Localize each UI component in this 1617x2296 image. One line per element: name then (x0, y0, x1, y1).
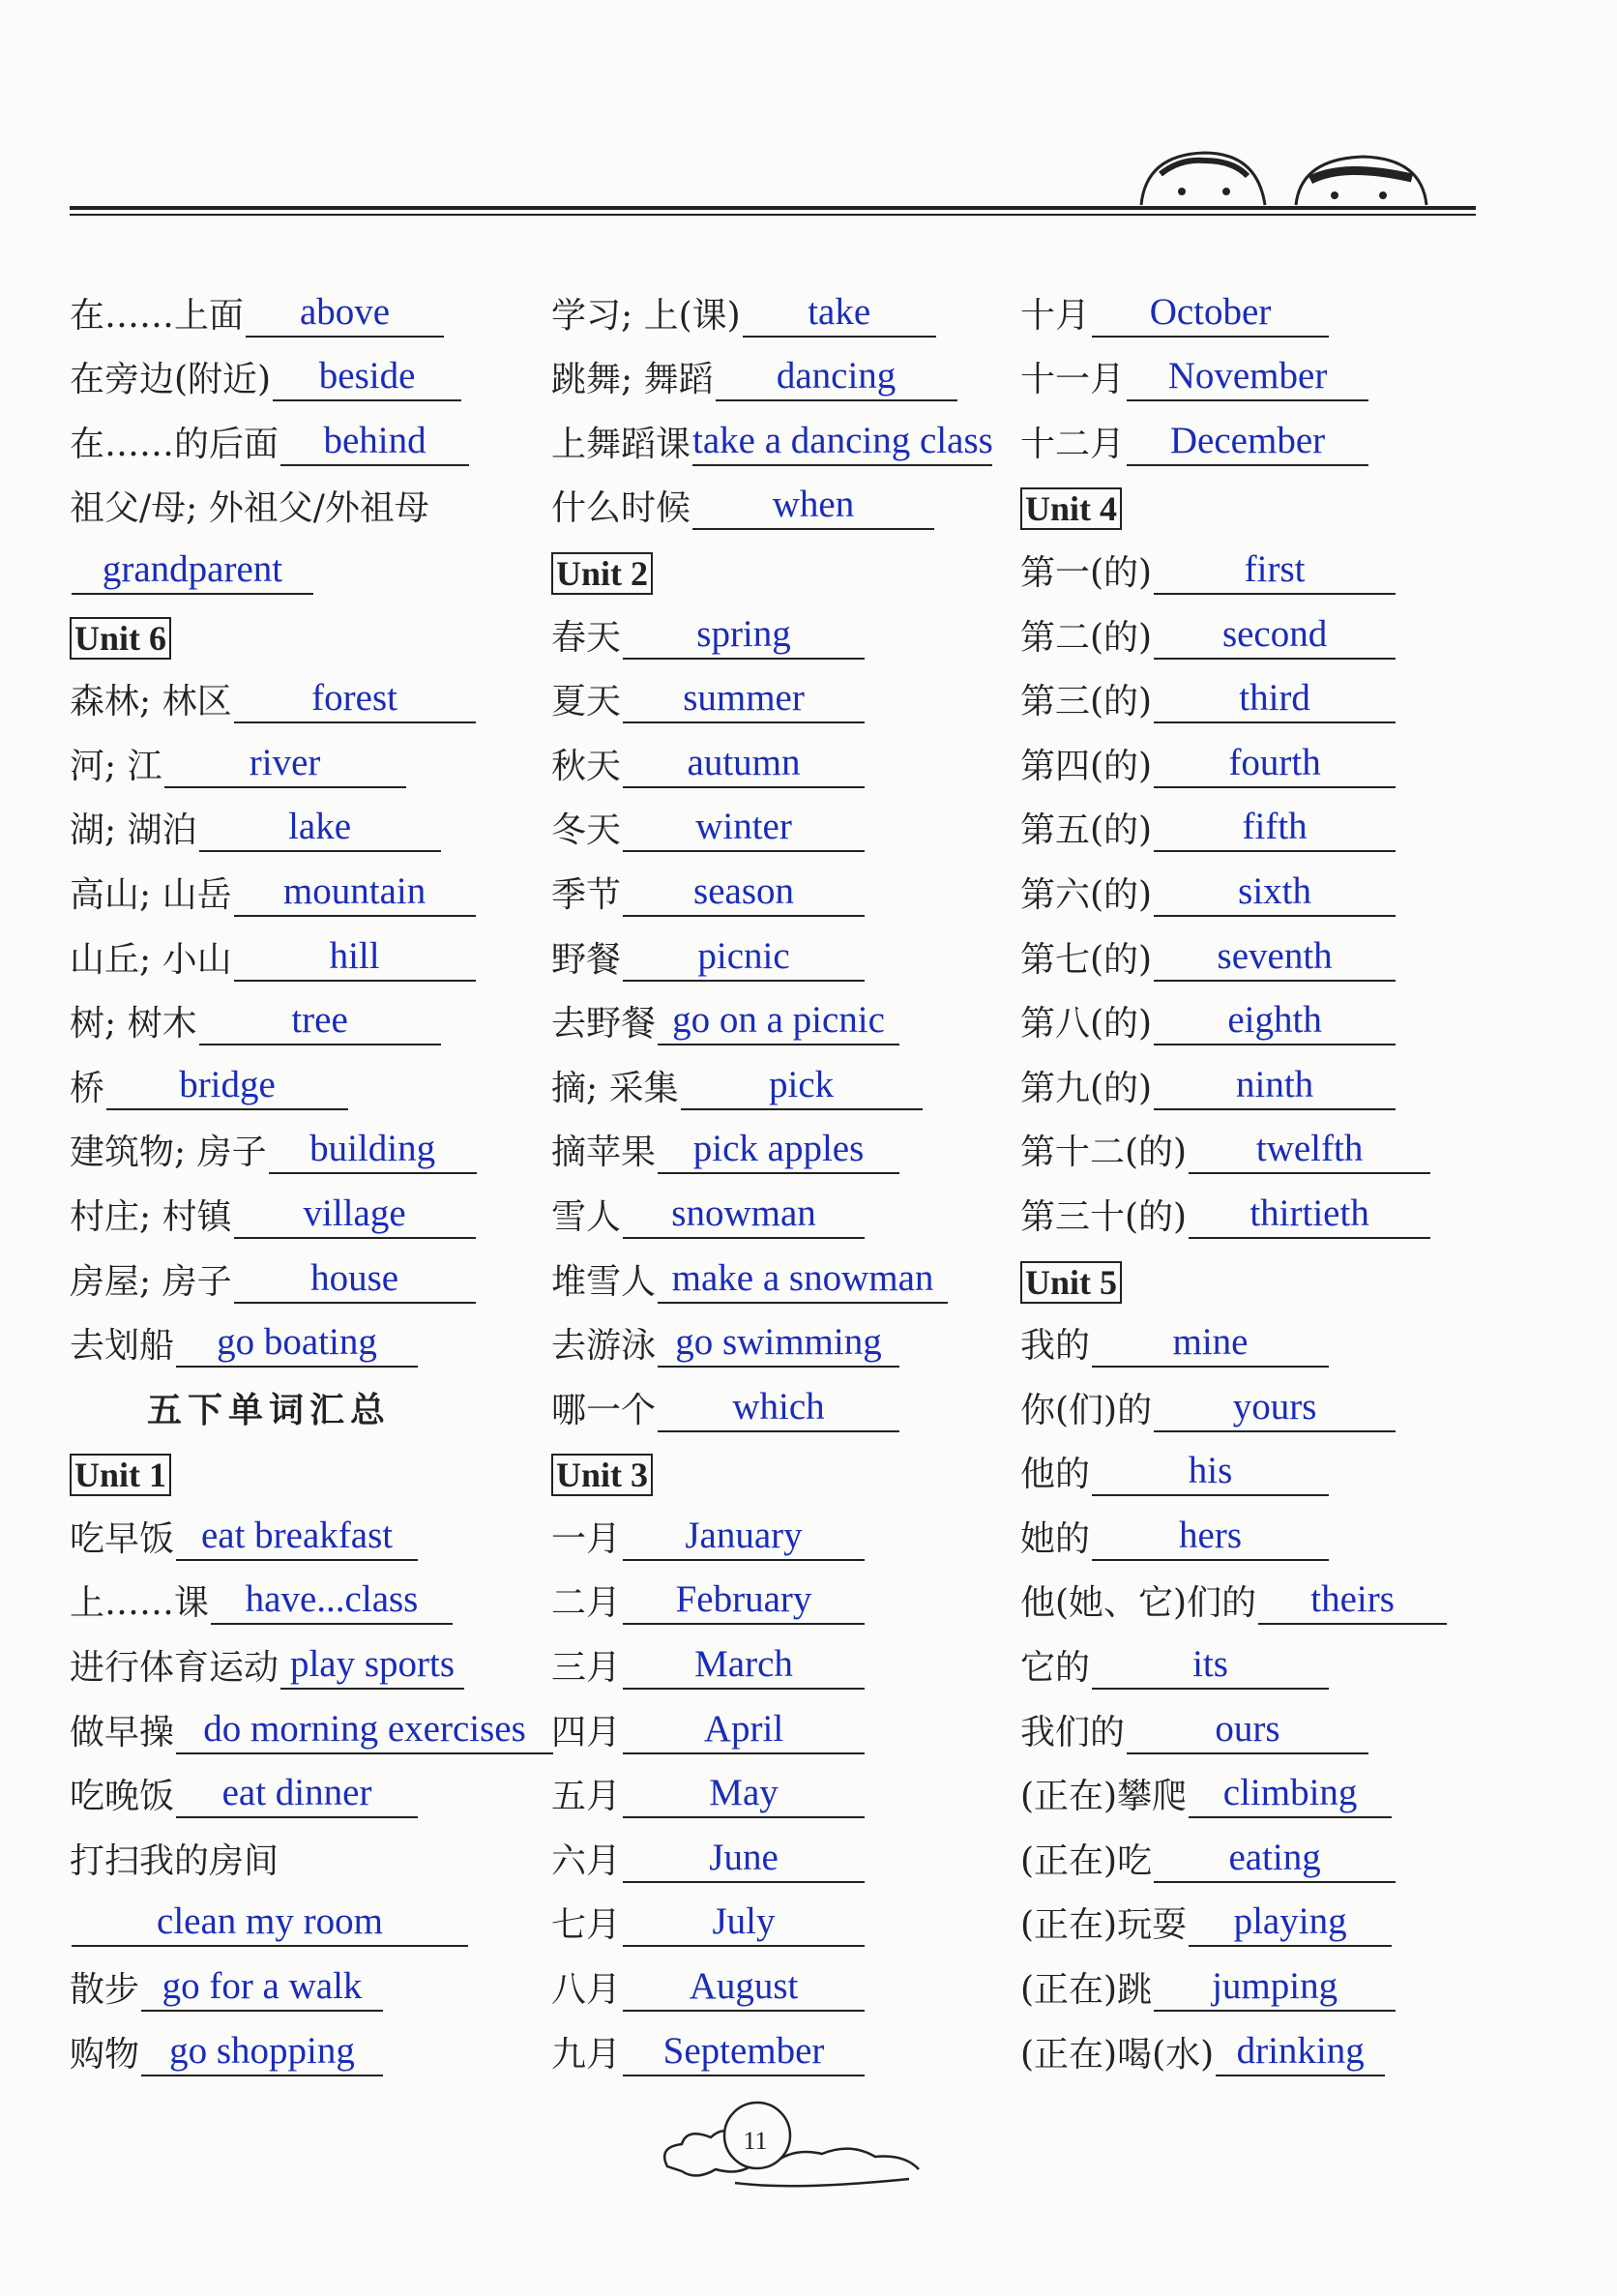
chinese-prompt: 他的 (1020, 1455, 1091, 1495)
chinese-prompt: (正在)跳 (1020, 1970, 1153, 2011)
vocab-row (70, 1561, 553, 1626)
english-answer: his (1092, 1448, 1329, 1496)
chinese-prompt: 春天 (551, 617, 622, 658)
english-answer: bridge (106, 1062, 348, 1110)
chinese-prompt: 去划船 (70, 1326, 175, 1367)
english-answer: forest (234, 675, 476, 723)
vocab-row (1020, 982, 1504, 1046)
vocab-row (1020, 660, 1504, 724)
column-left (70, 273, 553, 2076)
vocab-row (551, 1496, 1015, 1561)
vocab-row (1020, 1561, 1504, 1626)
vocab-row (1020, 723, 1504, 788)
chinese-prompt: 山丘; 小山 (70, 939, 232, 980)
english-answer: playing (1189, 1899, 1392, 1947)
chinese-prompt: 他(她、它)们的 (1020, 1583, 1257, 1624)
chinese-prompt: 上舞蹈课 (551, 424, 691, 464)
english-answer: which (658, 1384, 899, 1432)
english-answer: when (692, 482, 934, 530)
english-answer: climbing (1189, 1770, 1392, 1818)
english-answer: eat dinner (176, 1770, 418, 1818)
english-answer: go shopping (141, 2028, 383, 2076)
vocab-row (1020, 1239, 1504, 1304)
chinese-prompt: 冬天 (551, 810, 622, 851)
english-answer: January (623, 1513, 865, 1561)
english-answer: December (1127, 418, 1368, 466)
chinese-prompt: 它的 (1020, 1648, 1091, 1689)
english-answer: May (623, 1770, 865, 1818)
english-answer: winter (623, 804, 865, 852)
vocab-row (1020, 273, 1504, 338)
vocab-row (551, 595, 1015, 660)
english-answer: hill (234, 933, 476, 982)
chinese-prompt: 房屋; 房子 (70, 1261, 232, 1302)
chinese-prompt: 第三(的) (1020, 682, 1153, 722)
vocab-row (70, 401, 553, 466)
chinese-prompt: 去游泳 (551, 1326, 657, 1367)
vocab-row (70, 1690, 553, 1754)
chinese-prompt: 在……的后面 (70, 424, 279, 464)
english-answer: go boating (176, 1319, 418, 1368)
vocab-row (1020, 1818, 1504, 1883)
vocab-row (1020, 1304, 1504, 1369)
english-answer: mountain (234, 868, 476, 917)
vocab-row (70, 852, 553, 917)
unit-label: Unit 6 (70, 617, 171, 660)
chinese-prompt: 十二月 (1020, 424, 1126, 464)
english-answer: second (1154, 611, 1396, 660)
chinese-prompt: 第五(的) (1020, 810, 1153, 851)
unit-label: Unit 4 (1020, 487, 1122, 530)
vocab-row (70, 1818, 553, 1883)
vocab-row (551, 1818, 1015, 1883)
chinese-prompt: 堆雪人 (551, 1261, 657, 1302)
chinese-prompt: 六月 (551, 1840, 622, 1881)
english-answer: hers (1092, 1513, 1329, 1561)
chinese-prompt: 树; 树木 (70, 1004, 197, 1045)
vocab-row (551, 1304, 1015, 1369)
vocab-row (1020, 852, 1504, 917)
vocab-row (70, 660, 553, 724)
english-answer: go on a picnic (658, 997, 899, 1045)
unit-label: Unit 5 (1020, 1261, 1122, 1304)
vocab-row (551, 530, 1015, 595)
english-answer: yours (1154, 1384, 1396, 1432)
chinese-prompt: 我的 (1020, 1326, 1091, 1367)
chinese-prompt: 建筑物; 房子 (70, 1133, 267, 1173)
english-answer: July (623, 1899, 865, 1947)
english-answer: go for a walk (141, 1963, 383, 2012)
chinese-prompt: 第九(的) (1020, 1068, 1153, 1108)
vocab-row (70, 1432, 553, 1497)
english-answer: June (623, 1835, 865, 1883)
english-answer: seventh (1154, 933, 1396, 982)
vocab-row (551, 2012, 1015, 2076)
english-answer: eighth (1154, 997, 1396, 1045)
chinese-prompt: 夏天 (551, 682, 622, 722)
chinese-prompt: 秋天 (551, 746, 622, 786)
vocab-row (551, 1045, 1015, 1110)
english-answer: take a dancing class (692, 418, 992, 466)
english-answer: summer (623, 675, 865, 723)
vocab-row (70, 1368, 553, 1432)
english-answer: eat breakfast (176, 1513, 418, 1561)
chinese-prompt: 一月 (551, 1518, 622, 1559)
chinese-prompt: 吃早饭 (70, 1518, 175, 1559)
chinese-prompt: 第二(的) (1020, 617, 1153, 658)
english-answer: jumping (1154, 1963, 1396, 2012)
chinese-prompt: 什么时候 (551, 488, 691, 529)
english-answer: eating (1154, 1835, 1396, 1883)
english-answer: first (1154, 546, 1396, 595)
chinese-prompt: 吃晚饭 (70, 1777, 175, 1817)
vocab-row (70, 466, 553, 531)
chinese-prompt: 学习; 上(课) (551, 295, 741, 336)
english-answer: spring (623, 611, 865, 660)
vocab-row (551, 1690, 1015, 1754)
vocab-row (551, 723, 1015, 788)
chinese-prompt: 祖父/母; 外祖父/外祖母 (70, 488, 429, 529)
chinese-prompt: 第十二(的) (1020, 1133, 1188, 1173)
english-answer: go swimming (658, 1319, 899, 1368)
chinese-prompt: 第八(的) (1020, 1004, 1153, 1045)
vocab-row (70, 982, 553, 1046)
vocab-row (1020, 2012, 1504, 2076)
vocab-row (1020, 530, 1504, 595)
vocab-row (551, 1625, 1015, 1690)
english-answer: third (1154, 675, 1396, 723)
vocab-row (70, 1110, 553, 1175)
english-answer: ours (1127, 1706, 1368, 1754)
english-answer: building (269, 1126, 477, 1174)
chinese-prompt: 第一(的) (1020, 552, 1153, 593)
vocab-row (551, 1883, 1015, 1948)
vocab-row (551, 660, 1015, 724)
vocab-row (551, 788, 1015, 853)
chinese-prompt: 上……课 (70, 1583, 210, 1624)
english-answer: snowman (623, 1191, 865, 1239)
column-right (1020, 273, 1504, 2076)
chinese-prompt: 高山; 山岳 (70, 874, 232, 915)
vocab-row (70, 1045, 553, 1110)
vocab-row (70, 1304, 553, 1369)
unit-label: Unit 3 (551, 1454, 653, 1496)
vocab-row (1020, 1690, 1504, 1754)
chinese-prompt: 摘; 采集 (551, 1068, 679, 1108)
english-answer: November (1127, 353, 1368, 401)
chinese-prompt: 散步 (70, 1970, 140, 2011)
english-answer: sixth (1154, 868, 1396, 917)
chinese-prompt: 季节 (551, 874, 622, 915)
vocab-row (1020, 917, 1504, 982)
vocab-row (1020, 1174, 1504, 1239)
vocab-row (70, 723, 553, 788)
column-middle (551, 273, 1015, 2076)
vocab-row (1020, 401, 1504, 466)
chinese-prompt: 七月 (551, 1905, 622, 1946)
chinese-prompt: 第三十(的) (1020, 1196, 1188, 1237)
vocab-row (551, 1947, 1015, 2012)
cloud-ornament-icon (658, 2094, 928, 2200)
english-answer: play sports (280, 1641, 464, 1690)
chinese-prompt: 第七(的) (1020, 939, 1153, 980)
chinese-prompt: 哪一个 (551, 1390, 657, 1430)
english-answer: make a snowman (658, 1255, 948, 1304)
english-answer: do morning exercises (176, 1706, 553, 1754)
english-answer: thirtieth (1189, 1191, 1430, 1239)
section-heading: 五下单词汇总 (147, 1390, 392, 1430)
vocab-row (70, 1496, 553, 1561)
english-answer: pick (681, 1062, 923, 1110)
chinese-prompt: 五月 (551, 1777, 622, 1817)
vocab-row (1020, 595, 1504, 660)
chinese-prompt: 摘苹果 (551, 1133, 657, 1173)
chinese-prompt: 十月 (1020, 295, 1091, 336)
english-answer: ninth (1154, 1062, 1396, 1110)
vocab-row (70, 595, 553, 660)
chinese-prompt: 三月 (551, 1648, 622, 1689)
vocab-row (551, 917, 1015, 982)
vocab-row (70, 788, 553, 853)
chinese-prompt: (正在)吃 (1020, 1840, 1153, 1881)
vocab-row (70, 1625, 553, 1690)
vocab-row (70, 1754, 553, 1819)
page-number: 11 (743, 2127, 768, 2155)
vocab-row (551, 852, 1015, 917)
unit-label: Unit 1 (70, 1454, 171, 1496)
vocab-row (1020, 1045, 1504, 1110)
vocab-row (1020, 466, 1504, 531)
vocab-row (1020, 1368, 1504, 1432)
header-rule-thin (70, 214, 1476, 216)
vocab-row (551, 1754, 1015, 1819)
english-answer: house (234, 1255, 476, 1304)
vocab-row (70, 1883, 553, 1948)
english-answer: September (623, 2028, 865, 2076)
chinese-prompt: 桥 (70, 1068, 105, 1108)
english-answer: behind (280, 418, 469, 466)
vocab-row (1020, 1110, 1504, 1175)
chinese-prompt: 购物 (70, 2034, 140, 2075)
english-answer: picnic (623, 933, 865, 982)
chinese-prompt: 九月 (551, 2034, 622, 2075)
english-answer: season (623, 868, 865, 917)
chinese-prompt: 二月 (551, 1583, 622, 1624)
english-answer: April (623, 1706, 865, 1754)
cartoon-faces-icon (1122, 145, 1470, 213)
chinese-prompt: 跳舞; 舞蹈 (551, 360, 714, 400)
vocab-row (551, 1432, 1015, 1497)
chinese-prompt: 在旁边(附近) (70, 360, 272, 400)
english-answer: twelfth (1189, 1126, 1430, 1174)
chinese-prompt: 四月 (551, 1712, 622, 1752)
vocab-row (1020, 1496, 1504, 1561)
vocab-row (551, 466, 1015, 531)
english-answer: fourth (1154, 740, 1396, 788)
english-answer: August (623, 1963, 865, 2012)
english-answer: clean my room (72, 1899, 468, 1947)
chinese-prompt: 进行体育运动 (70, 1648, 279, 1689)
vocab-row (70, 338, 553, 402)
chinese-prompt: 河; 江 (70, 746, 162, 786)
vocab-row (1020, 1883, 1504, 1948)
vocab-row (70, 1947, 553, 2012)
vocab-row (1020, 338, 1504, 402)
english-answer: grandparent (72, 546, 313, 595)
vocab-row (551, 1174, 1015, 1239)
chinese-prompt: 你(们)的 (1020, 1390, 1153, 1430)
chinese-prompt: 森林; 林区 (70, 682, 232, 722)
chinese-prompt: 雪人 (551, 1196, 622, 1237)
english-answer: October (1092, 289, 1329, 338)
vocab-row (1020, 1432, 1504, 1497)
vocab-row (70, 917, 553, 982)
english-answer: tree (199, 997, 441, 1045)
english-answer: river (164, 740, 406, 788)
vocab-row (70, 530, 553, 595)
chinese-prompt: 在……上面 (70, 295, 245, 336)
unit-label: Unit 2 (551, 552, 653, 595)
chinese-prompt: (正在)攀爬 (1020, 1777, 1188, 1817)
chinese-prompt: 第六(的) (1020, 874, 1153, 915)
chinese-prompt: 村庄; 村镇 (70, 1196, 232, 1237)
english-answer: February (623, 1576, 865, 1625)
chinese-prompt: 十一月 (1020, 360, 1126, 400)
vocab-row (70, 1174, 553, 1239)
vocab-row (551, 1561, 1015, 1626)
chinese-prompt: (正在)玩耍 (1020, 1905, 1188, 1946)
chinese-prompt: 湖; 湖泊 (70, 810, 197, 851)
english-answer: autumn (623, 740, 865, 788)
chinese-prompt: 她的 (1020, 1518, 1091, 1559)
chinese-prompt: 我们的 (1020, 1712, 1126, 1752)
vocab-row (1020, 1754, 1504, 1819)
vocab-row (551, 1110, 1015, 1175)
english-answer: above (246, 289, 444, 338)
vocab-row (70, 273, 553, 338)
vocab-row (551, 338, 1015, 402)
chinese-prompt: 野餐 (551, 939, 622, 980)
vocab-row (70, 1239, 553, 1304)
chinese-prompt: 第四(的) (1020, 746, 1153, 786)
english-answer: take (743, 289, 936, 338)
vocab-row (1020, 788, 1504, 853)
chinese-prompt: 八月 (551, 1970, 622, 2011)
english-answer: March (623, 1641, 865, 1690)
vocab-row (70, 2012, 553, 2076)
vocab-row (551, 1239, 1015, 1304)
chinese-prompt: 去野餐 (551, 1004, 657, 1045)
vocab-row (1020, 1625, 1504, 1690)
english-answer: have...class (211, 1576, 453, 1625)
chinese-prompt: (正在)喝(水) (1020, 2034, 1215, 2075)
english-answer: dancing (716, 353, 957, 401)
english-answer: beside (273, 353, 461, 401)
vocab-row (1020, 1947, 1504, 2012)
vocab-row (551, 273, 1015, 338)
english-answer: lake (199, 804, 441, 852)
chinese-prompt: 打扫我的房间 (70, 1840, 279, 1881)
english-answer: its (1092, 1641, 1329, 1690)
vocab-row (551, 1368, 1015, 1432)
english-answer: theirs (1258, 1576, 1447, 1625)
vocab-row (551, 401, 1015, 466)
english-answer: fifth (1154, 804, 1396, 852)
english-answer: mine (1092, 1319, 1329, 1368)
chinese-prompt: 做早操 (70, 1712, 175, 1752)
english-answer: pick apples (658, 1126, 899, 1174)
english-answer: village (234, 1191, 476, 1239)
english-answer: drinking (1216, 2028, 1385, 2076)
vocab-row (551, 982, 1015, 1046)
